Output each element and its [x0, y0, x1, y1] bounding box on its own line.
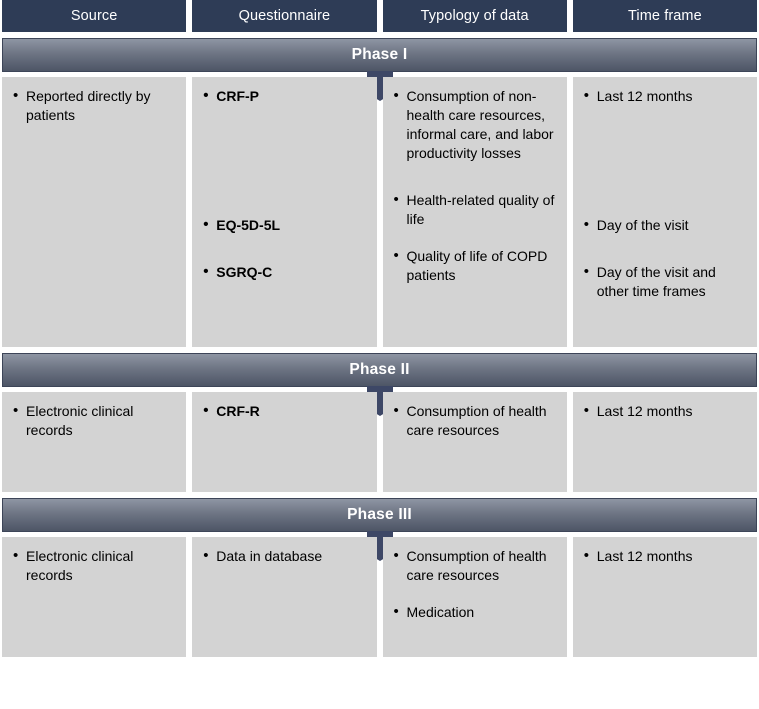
phase-1-source-list: [12, 87, 178, 125]
column-header-source: [2, 0, 186, 32]
phase-2-timeframe-list: [583, 402, 749, 421]
phase-2-timeframe-cell: [573, 392, 757, 492]
phase-3-source-cell: [2, 537, 186, 657]
phase-2-row: [0, 392, 759, 492]
phase-3-row: [0, 537, 759, 657]
phase-3-timeframe-cell: [573, 537, 757, 657]
list-item: • SGRQ-C: [202, 263, 368, 282]
column-header-timeframe-label: Time frame: [627, 8, 702, 24]
phase-1-source-cell: [2, 77, 186, 347]
list-item: • Consumption of health care resources: [393, 402, 559, 440]
phase-3-typology-list: [393, 547, 559, 622]
list-item: • Last 12 months: [583, 87, 749, 106]
phase-banner-2-label: Phase II: [349, 361, 410, 378]
phase-2-typology-list: [393, 402, 559, 440]
list-item: • EQ-5D-5L: [202, 216, 368, 235]
column-header-row: [0, 0, 759, 32]
column-header-typology: [383, 0, 567, 32]
list-item: • Consumption of health care resources: [393, 547, 559, 585]
phase-3-typology-cell: [383, 537, 567, 657]
phase-1-questionnaire-list: [202, 87, 368, 282]
list-item: • Last 12 months: [583, 402, 749, 421]
list-item: • Electronic clinical records: [12, 547, 178, 585]
phase-2-source-list: [12, 402, 178, 440]
phase-1-row: [0, 77, 759, 347]
list-item: • Electronic clinical records: [12, 402, 178, 440]
phase-2-typology-cell: [383, 392, 567, 492]
phase-1-questionnaire-cell: [192, 77, 376, 347]
list-item: • Data in database: [202, 547, 368, 566]
column-header-questionnaire: [192, 0, 376, 32]
list-item: • Last 12 months: [583, 547, 749, 566]
phase-2-questionnaire-list: [202, 402, 368, 421]
list-item: • Medication: [393, 603, 559, 622]
phase-banner-3: [2, 498, 757, 532]
list-item: • CRF-P: [202, 87, 368, 106]
list-item: • Day of the visit and other time frames: [583, 263, 749, 301]
phase-3-questionnaire-list: [202, 547, 368, 566]
column-header-questionnaire-label: Questionnaire: [238, 8, 331, 24]
column-header-typology-label: Typology of data: [420, 8, 529, 24]
phase-1-timeframe-list: [583, 87, 749, 301]
list-item: • Quality of life of COPD patients: [393, 247, 559, 285]
phase-2-questionnaire-cell: [192, 392, 376, 492]
list-item: • Health-related quality of life: [393, 191, 559, 229]
phase-banner-1-label: Phase I: [351, 46, 408, 63]
list-item: • CRF-R: [202, 402, 368, 421]
phase-banner-3-label: Phase III: [347, 506, 412, 523]
list-item: • Reported directly by patients: [12, 87, 178, 125]
list-item: • Consumption of non-health care resources, informal care, and labor productivity losses: [393, 87, 559, 163]
list-item: • Day of the visit: [583, 216, 749, 235]
phase-2-source-cell: [2, 392, 186, 492]
phase-1-typology-list: [393, 87, 559, 285]
phase-banner-2: [2, 353, 757, 387]
phase-3-timeframe-list: [583, 547, 749, 566]
phase-banner-1: [2, 38, 757, 72]
column-header-source-label: Source: [70, 8, 118, 24]
phase-3-source-list: [12, 547, 178, 585]
phase-1-typology-cell: [383, 77, 567, 347]
phase-3-questionnaire-cell: [192, 537, 376, 657]
column-header-timeframe: [573, 0, 757, 32]
phase-1-timeframe-cell: [573, 77, 757, 347]
